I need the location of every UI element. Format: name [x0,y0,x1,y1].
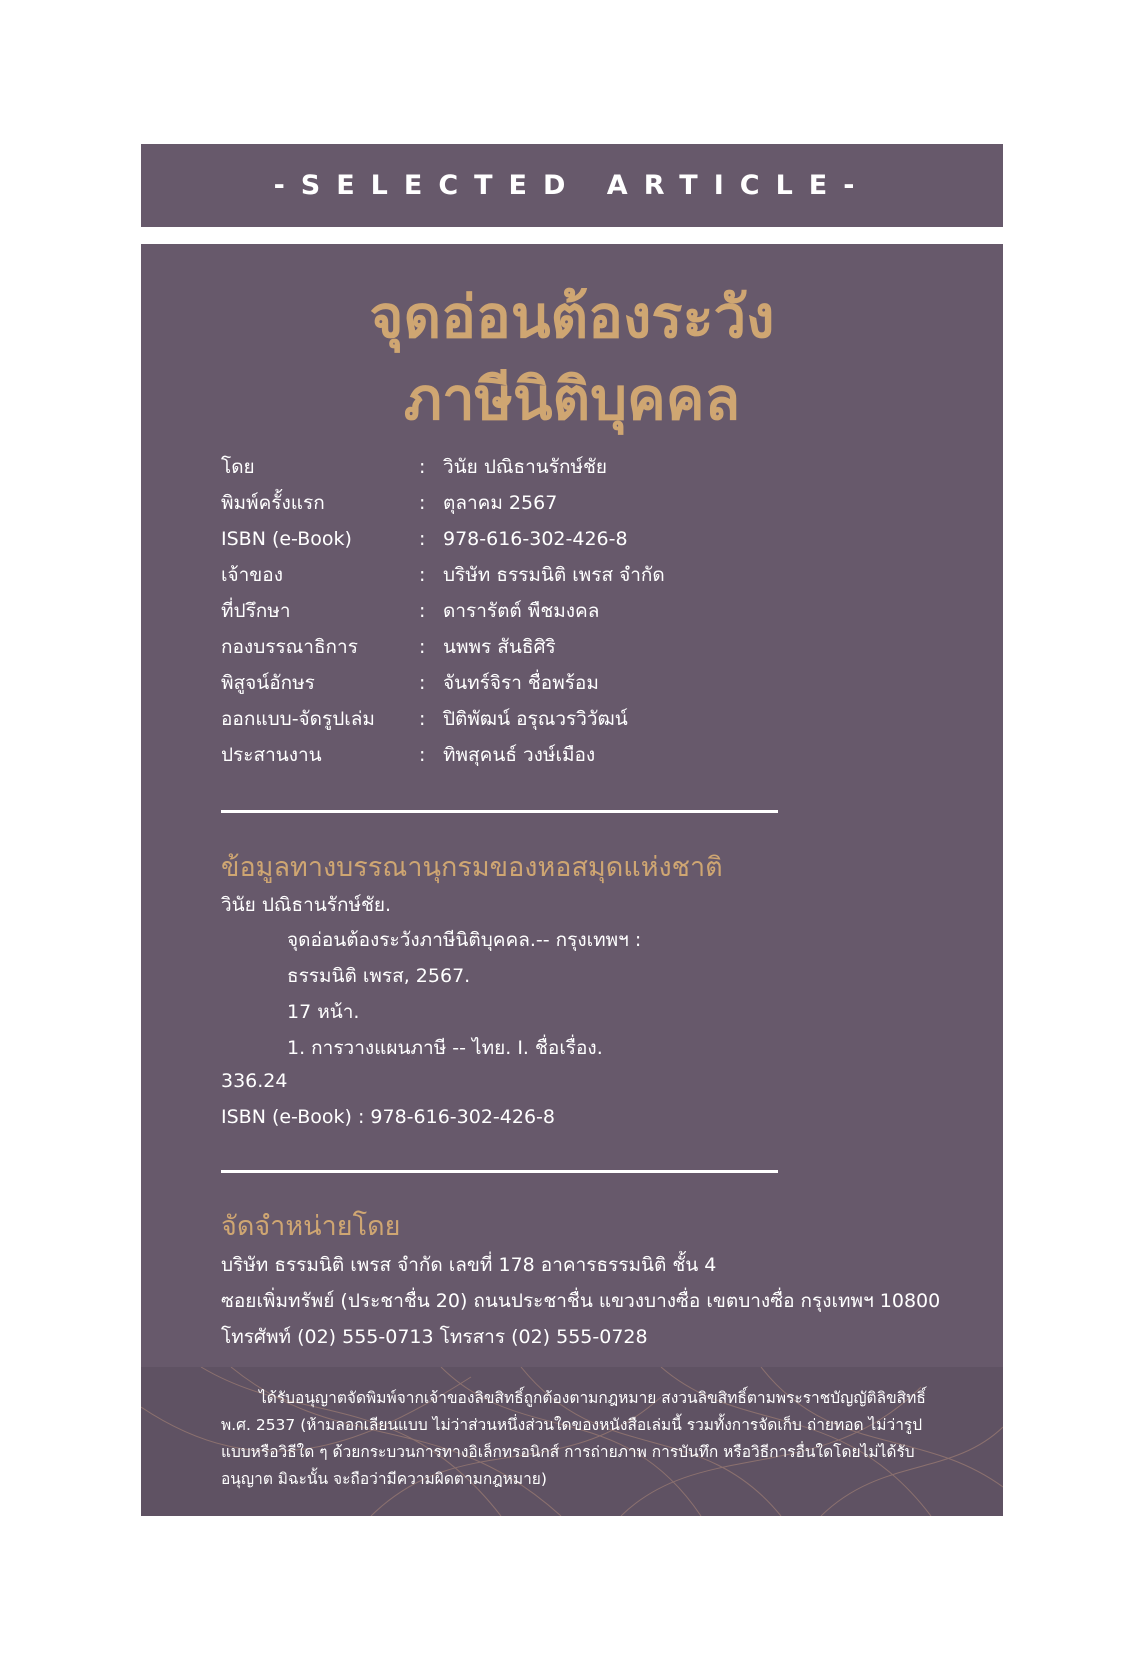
meta-row-editorial [221,629,981,665]
selected-article-banner [141,144,1003,227]
meta-value: 978-616-302-426-8 [443,528,628,550]
meta-colon: : [419,600,426,622]
meta-row-design [221,701,981,737]
title-line-2: ภาษีนิติบุคคล [403,365,741,433]
meta-row-owner [221,557,981,593]
meta-value: บริษัท ธรรมนิติ เพรส จำกัด [443,564,665,586]
meta-colon: : [419,636,426,658]
catalog-author: วินัย ปณิธานรักษ์ชัย. [221,894,392,916]
distribution-line: ซอยเพิ่มทรัพย์ (ประชาชื่น 20) ถนนประชาชื่น แขวงบางซื่อ เขตบางซื่อ กรุงเทพฯ 10800 [221,1290,941,1312]
meta-colon: : [419,528,426,550]
meta-colon: : [419,708,426,730]
meta-row-first-print [221,485,981,521]
meta-row-isbn [221,521,981,557]
catalog-heading: ข้อมูลทางบรรณานุกรมของหอสมุดแห่งชาติ [221,852,723,883]
meta-label: พิมพ์ครั้งแรก [221,492,325,514]
meta-label: ประสานงาน [221,744,322,766]
meta-value: นพพร สันธิศิริ [443,636,556,658]
distribution-line: โทรศัพท์ (02) 555-0713 โทรสาร (02) 555-0728 [221,1326,648,1348]
meta-value: ตุลาคม 2567 [443,492,558,514]
meta-colon: : [419,744,426,766]
meta-row-advisor [221,593,981,629]
divider [221,810,778,813]
divider [221,1170,778,1173]
catalog-line: ธรรมนิติ เพรส, 2567. [287,965,471,987]
meta-colon: : [419,456,426,478]
meta-label: ISBN (e-Book) [221,528,352,550]
meta-row-proofreader [221,665,981,701]
meta-colon: : [419,672,426,694]
meta-value: วินัย ปณิธานรักษ์ชัย [443,456,608,478]
meta-value: จันทร์จิรา ชื่อพร้อม [443,672,599,694]
content-panel [141,244,1003,1516]
publication-details [221,449,981,773]
book-title [141,276,1003,440]
meta-colon: : [419,492,426,514]
meta-label: โดย [221,456,255,478]
catalog-line: 17 หน้า. [287,1001,360,1023]
meta-label: กองบรรณาธิการ [221,636,358,658]
meta-value: ทิพสุคนธ์ วงษ์เมือง [443,744,596,766]
distribution-line: บริษัท ธรรมนิติ เพรส จำกัด เลขที่ 178 อาคารธรรมนิติ ชั้น 4 [221,1254,717,1276]
title-line-1: จุดอ่อนต้องระวัง [369,283,775,351]
distribution-heading: จัดจำหน่ายโดย [221,1211,401,1242]
meta-value: ดารารัตต์ พืชมงคล [443,600,600,622]
meta-row-author [221,449,981,485]
copyright-text: ได้รับอนุญาตจัดพิมพ์จากเจ้าของลิขสิทธิ์ถูกต้องตามกฎหมาย สงวนลิขสิทธิ์ตามพระราชบัญญัติลิขสิทธิ์ พ.ศ. 2537 (ห้ามลอกเลียนแบบ ไม่ว่าส่วนหนึ่งส่วนใดของหนังสือเล่มนี้ รวมทั้งการจัดเก็บ ถ่ายทอด ไม่ว่ารูปแบบหรือวิธีใด ๆ ด้วยกระบวนการทางอิเล็กทรอนิกส์ การถ่ายภาพ การบันทึก หรือวิธีการอื่นใดโดยไม่ได้รับอนุญาต มิฉะนั้น จะถือว่ามีความผิดตามกฎหมาย) [221,1389,926,1488]
catalog-line: จุดอ่อนต้องระวังภาษีนิติบุคคล.-- กรุงเทพฯ : [287,929,642,951]
copyright-footer [141,1367,1003,1516]
catalog-classification: 336.24 [221,1070,288,1092]
copyright-notice [221,1385,951,1493]
meta-row-coordinator [221,737,981,773]
meta-label: ออกแบบ-จัดรูปเล่ม [221,708,375,730]
meta-value: ปิติพัฒน์ อรุณวรวิวัฒน์ [443,708,628,730]
banner-label: -SELECTED ARTICLE- [273,170,871,201]
meta-label: เจ้าของ [221,564,283,586]
catalog-line: 1. การวางแผนภาษี -- ไทย. I. ชื่อเรื่อง. [287,1037,603,1059]
meta-label: ที่ปรึกษา [221,600,291,622]
catalog-isbn: ISBN (e-Book) : 978-616-302-426-8 [221,1106,555,1128]
meta-label: พิสูจน์อักษร [221,672,315,694]
meta-colon: : [419,564,426,586]
